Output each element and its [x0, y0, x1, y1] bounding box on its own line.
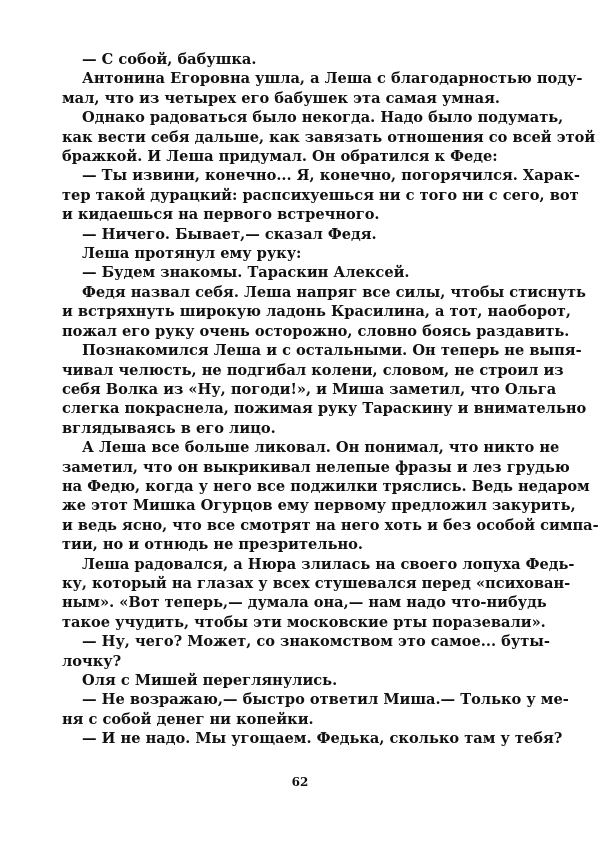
- text-line: — Не возражаю,— быстро ответил Миша.— Только у ме-: [82, 691, 569, 709]
- text-line: и кидаешься на первого встречного.: [62, 206, 380, 224]
- text-line: лочку?: [62, 652, 122, 670]
- text-line: — С собой, бабушка.: [82, 51, 257, 68]
- book-page-text: [62, 50, 599, 749]
- text-line: Познакомился Леша и с остальными. Он теперь не выпя-: [82, 342, 582, 360]
- text-line: мал, что из четырех его бабушек эта самая умная.: [62, 89, 500, 107]
- text-line: А Леша все больше ликовал. Он понимал, что никто не: [82, 439, 560, 457]
- text-line: — Ну, чего? Может, со знакомством это самое... буты-: [82, 633, 550, 651]
- text-line: и ведь ясно, что все смотрят на него хоть и без особой симпа-: [62, 516, 599, 534]
- text-line: ня с собой денег ни копейки.: [62, 710, 314, 728]
- page-number: 62: [291, 775, 309, 789]
- text-line: ку, который на глазах у всех стушевался перед «психован-: [62, 574, 571, 592]
- text-line: на Федю, когда у него все поджилки тряслись. Ведь недаром: [62, 477, 590, 495]
- text-line: Федя назвал себя. Леша напряг все силы, чтобы стиснуть: [82, 283, 586, 301]
- text-line: — Ты извини, конечно... Я, конечно, погорячился. Харак-: [82, 167, 580, 185]
- text-line: себя Волка из «Ну, погоди!», и Миша заметил, что Ольга: [62, 380, 557, 398]
- text-line: такое учудить, чтобы эти московские рты поразевали».: [62, 613, 546, 631]
- text-line: тии, но и отнюдь не презрительно.: [62, 536, 363, 554]
- text-line: заметил, что он выкрикивал нелепые фразы и лез грудью: [62, 458, 570, 476]
- text-line: Оля с Мишей переглянулись.: [82, 672, 338, 689]
- text-line: — Будем знакомы. Тараскин Алексей.: [82, 264, 410, 282]
- text-line: Леша протянул ему руку:: [82, 245, 302, 263]
- text-line: бражкой. И Леша придумал. Он обратился к Феде:: [62, 148, 498, 166]
- text-line: же этот Мишка Огурцов ему первому предложил закурить,: [62, 497, 576, 515]
- text-line: ным». «Вот теперь,— думала она,— нам надо что-нибудь: [62, 594, 547, 612]
- text-line: — И не надо. Мы угощаем. Федька, сколько там у тебя?: [82, 730, 563, 748]
- text-line: Леша радовался, а Нюра злилась на своего лопуха Федь-: [82, 555, 575, 573]
- text-line: чивал челюсть, не подгибал колени, словом, не строил из: [62, 361, 564, 379]
- text-line: и встряхнуть широкую ладонь Красилина, а тот, наоборот,: [62, 303, 571, 321]
- text-line: пожал его руку очень осторожно, словно боясь раздавить.: [62, 322, 570, 340]
- text-line: — Ничего. Бывает,— сказал Федя.: [82, 225, 377, 243]
- text-line: вглядываясь в его лицо.: [62, 419, 276, 437]
- text-line: как вести себя дальше, как завязать отношения со всей этой: [62, 128, 596, 146]
- text-line: слегка покраснела, пожимая руку Тараскину и внимательно: [62, 400, 587, 418]
- text-line: Однако радоваться было некогда. Надо было подумать,: [82, 109, 564, 127]
- text-line: тер такой дурацкий: распсихуешься ни с того ни с сего, вот: [62, 186, 579, 204]
- text-line: Антонина Егоровна ушла, а Леша с благодарностью поду-: [82, 70, 583, 88]
